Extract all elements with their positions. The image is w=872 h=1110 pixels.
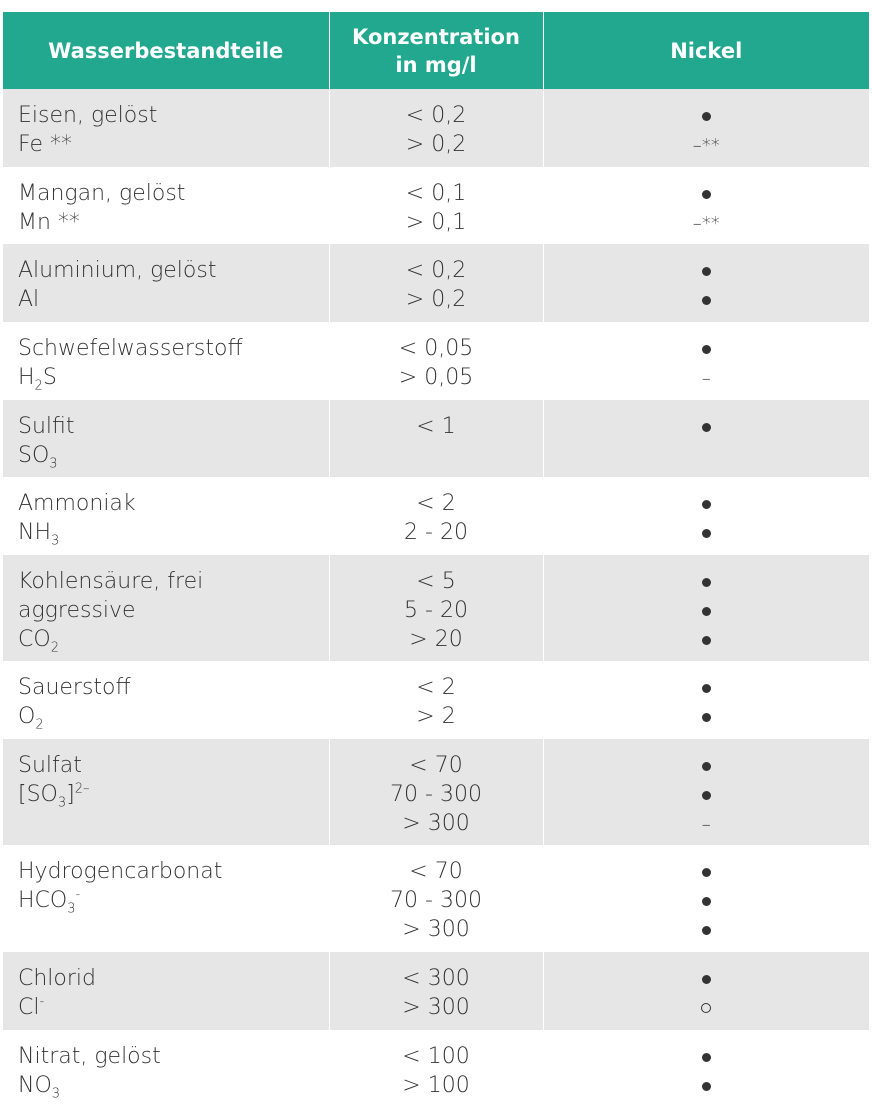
component-cell — [3, 1030, 329, 1110]
suitable-dot-icon — [544, 101, 870, 130]
concentration-cell — [329, 1030, 543, 1110]
formula-part: NH — [18, 520, 51, 545]
suitable-dot-icon — [544, 596, 870, 625]
rating-value: –** — [692, 213, 720, 234]
filled-dot-icon — [702, 112, 711, 121]
nickel-cell — [543, 322, 869, 400]
nickel-cell — [543, 661, 869, 739]
concentration-value: < 0,1 — [405, 181, 467, 206]
component-name: Mangan, gelöst — [18, 181, 186, 206]
component-formula — [18, 780, 329, 809]
filled-dot-icon — [702, 267, 711, 276]
formula-part: 3 — [49, 456, 58, 472]
component-cell — [3, 661, 329, 739]
formula-part: SO — [18, 443, 50, 468]
formula-part: - — [39, 994, 45, 1010]
component-name: Ammoniak — [18, 491, 136, 516]
nickel-cell — [543, 952, 869, 1030]
concentration-cell — [329, 845, 543, 952]
formula-part: 2 — [50, 640, 59, 656]
nickel-cell — [543, 845, 869, 952]
concentration-value: > 2 — [416, 704, 456, 729]
concentration-value: < 70 — [409, 753, 463, 778]
filled-dot-icon — [702, 975, 711, 984]
rating-text — [544, 363, 870, 392]
concentration-value: > 0,2 — [405, 287, 467, 312]
concentration-value: > 300 — [402, 917, 470, 942]
formula-part: Fe ** — [18, 132, 72, 157]
component-cell — [3, 477, 329, 555]
component-cell — [3, 244, 329, 322]
concentration-value: < 70 — [409, 859, 463, 884]
nickel-cell — [543, 739, 869, 845]
suitable-dot-icon — [544, 857, 870, 886]
concentration-cell — [329, 555, 543, 661]
filled-dot-icon — [702, 500, 711, 509]
concentration-cell — [329, 739, 543, 845]
concentration-value: > 0,05 — [398, 365, 474, 390]
formula-part: O — [18, 704, 36, 729]
formula-part: 2– — [74, 781, 90, 797]
rating-text — [544, 130, 870, 159]
suitable-dot-icon — [544, 412, 870, 441]
suitable-dot-icon — [544, 489, 870, 518]
rating-text — [544, 809, 870, 838]
formula-part: CO — [18, 627, 51, 652]
formula-part: 3 — [57, 795, 67, 811]
concentration-value: < 2 — [416, 675, 456, 700]
concentration-value: 70 - 300 — [390, 782, 482, 807]
rating-value: –** — [692, 135, 720, 156]
concentration-value: < 5 — [416, 569, 456, 594]
concentration-value: > 0,2 — [405, 132, 467, 157]
concentration-cell — [329, 89, 543, 167]
suitable-dot-icon — [544, 702, 870, 731]
component-cell — [3, 739, 329, 845]
component-name-continued: aggressive — [18, 598, 136, 623]
component-name: Kohlensäure, frei — [18, 569, 204, 594]
component-name: Sulfit — [18, 414, 75, 439]
table-row — [3, 845, 869, 952]
suitable-dot-icon — [544, 964, 870, 993]
filled-dot-icon — [702, 868, 711, 877]
compatibility-table-frame — [3, 12, 869, 1110]
component-cell — [3, 952, 329, 1030]
filled-dot-icon — [702, 713, 711, 722]
component-name: Hydrogencarbonat — [18, 859, 223, 884]
table-row — [3, 739, 869, 845]
formula-part: 3 — [51, 533, 60, 549]
formula-part: Cl — [18, 995, 40, 1020]
concentration-value: < 2 — [416, 491, 456, 516]
component-name: Sulfat — [18, 753, 82, 778]
filled-dot-icon — [702, 926, 711, 935]
component-formula — [18, 625, 329, 654]
concentration-cell — [329, 661, 543, 739]
header-concentration-line1: Konzentration — [352, 24, 520, 49]
rating-value: – — [701, 814, 711, 835]
formula-part: Al — [18, 287, 40, 312]
formula-part: 3 — [51, 1086, 61, 1102]
filled-dot-icon — [702, 684, 711, 693]
nickel-cell — [543, 555, 869, 661]
component-cell — [3, 845, 329, 952]
filled-dot-icon — [702, 607, 711, 616]
concentration-value: > 300 — [402, 995, 470, 1020]
concentration-value: 70 - 300 — [390, 888, 482, 913]
nickel-cell — [543, 1030, 869, 1110]
concentration-value: < 0,2 — [405, 258, 467, 283]
suitable-dot-icon — [544, 625, 870, 654]
concentration-value: > 100 — [402, 1073, 470, 1098]
component-formula — [18, 363, 329, 392]
table-body — [3, 89, 869, 1110]
header-concentration-line2: in mg/l — [395, 52, 477, 77]
formula-part: 3 — [67, 901, 76, 917]
suitable-dot-icon — [544, 751, 870, 780]
formula-part: 2 — [35, 717, 44, 733]
nickel-cell — [543, 400, 869, 477]
table-row — [3, 1030, 869, 1110]
table-row — [3, 952, 869, 1030]
filled-dot-icon — [702, 1053, 711, 1062]
nickel-cell — [543, 89, 869, 167]
conditional-ring-icon — [544, 993, 870, 1022]
rating-value: – — [701, 368, 711, 389]
component-formula — [18, 441, 329, 470]
component-name: Chlorid — [18, 966, 96, 991]
filled-dot-icon — [702, 345, 711, 354]
suitable-dot-icon — [544, 1071, 870, 1100]
concentration-value: < 100 — [402, 1044, 470, 1069]
suitable-dot-icon — [544, 567, 870, 596]
component-cell — [3, 555, 329, 661]
nickel-cell — [543, 244, 869, 322]
concentration-value: > 0,1 — [405, 210, 467, 235]
nickel-cell — [543, 477, 869, 555]
component-formula — [18, 518, 329, 547]
formula-part: 2 — [34, 378, 43, 394]
formula-part: HCO — [18, 888, 68, 913]
component-formula — [18, 130, 329, 159]
component-formula — [18, 208, 329, 237]
component-name: Eisen, gelöst — [18, 103, 158, 128]
formula-part: Mn ** — [18, 210, 80, 235]
rating-text — [544, 208, 870, 237]
filled-dot-icon — [702, 529, 711, 538]
filled-dot-icon — [702, 636, 711, 645]
suitable-dot-icon — [544, 673, 870, 702]
filled-dot-icon — [702, 423, 711, 432]
table-row — [3, 400, 869, 477]
formula-part: [SO — [18, 782, 58, 807]
filled-dot-icon — [702, 296, 711, 305]
component-formula — [18, 993, 329, 1022]
component-formula — [18, 285, 329, 314]
component-cell — [3, 322, 329, 400]
component-cell — [3, 89, 329, 167]
formula-part: H — [18, 365, 35, 390]
concentration-cell — [329, 322, 543, 400]
header-nickel: Nickel — [543, 12, 869, 89]
formula-part: ] — [66, 782, 75, 807]
component-formula — [18, 702, 329, 731]
suitable-dot-icon — [544, 256, 870, 285]
concentration-cell — [329, 400, 543, 477]
component-name: Nitrat, gelöst — [18, 1044, 161, 1069]
header-water-components: Wasserbestandteile — [3, 12, 329, 89]
suitable-dot-icon — [544, 886, 870, 915]
table-row — [3, 555, 869, 661]
component-cell — [3, 400, 329, 477]
water-compatibility-table — [3, 12, 869, 1110]
concentration-value: < 300 — [402, 966, 470, 991]
component-name: Sauerstoff — [18, 675, 131, 700]
concentration-cell — [329, 244, 543, 322]
table-row — [3, 661, 869, 739]
table-row — [3, 477, 869, 555]
suitable-dot-icon — [544, 334, 870, 363]
concentration-cell — [329, 952, 543, 1030]
concentration-value: > 20 — [409, 627, 463, 652]
concentration-value: < 0,2 — [405, 103, 467, 128]
suitable-dot-icon — [544, 1042, 870, 1071]
table-row — [3, 322, 869, 400]
nickel-cell — [543, 167, 869, 244]
suitable-dot-icon — [544, 780, 870, 809]
suitable-dot-icon — [544, 915, 870, 944]
filled-dot-icon — [702, 762, 711, 771]
concentration-value: > 300 — [402, 811, 470, 836]
concentration-value: < 0,05 — [398, 336, 474, 361]
filled-dot-icon — [702, 190, 711, 199]
formula-part: S — [42, 365, 57, 390]
suitable-dot-icon — [544, 285, 870, 314]
concentration-value: 2 - 20 — [404, 520, 468, 545]
table-header-row — [3, 12, 869, 89]
concentration-cell — [329, 167, 543, 244]
suitable-dot-icon — [544, 179, 870, 208]
filled-dot-icon — [702, 897, 711, 906]
table-row — [3, 244, 869, 322]
header-concentration — [329, 12, 543, 89]
filled-dot-icon — [702, 1082, 711, 1091]
component-name: Aluminium, gelöst — [18, 258, 217, 283]
component-cell — [3, 167, 329, 244]
component-name: Schwefelwasserstoff — [18, 336, 243, 361]
concentration-value: 5 - 20 — [404, 598, 468, 623]
formula-part: - — [75, 887, 81, 903]
concentration-cell — [329, 477, 543, 555]
hollow-circle-icon — [701, 1003, 711, 1013]
concentration-value: < 1 — [416, 414, 456, 439]
filled-dot-icon — [702, 578, 711, 587]
component-formula — [18, 1071, 329, 1100]
filled-dot-icon — [702, 791, 711, 800]
suitable-dot-icon — [544, 518, 870, 547]
component-formula — [18, 886, 329, 915]
formula-part: NO — [18, 1073, 52, 1098]
table-row — [3, 167, 869, 244]
table-row — [3, 89, 869, 167]
